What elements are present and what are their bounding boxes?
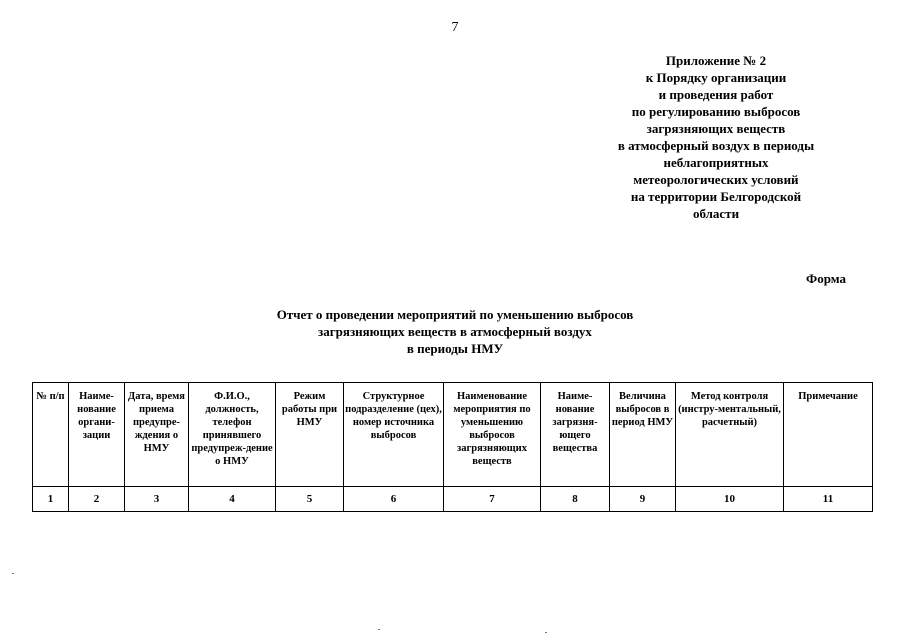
- appendix-line: Приложение № 2: [665, 53, 767, 68]
- scan-speck: [545, 632, 547, 633]
- column-number: 10: [676, 487, 784, 512]
- column-number: 3: [125, 487, 189, 512]
- column-header: Наименование мероприятия по уменьшению выбросов загрязняющих веществ: [444, 383, 541, 487]
- appendix-line: в атмосферный воздух в периоды: [617, 138, 815, 153]
- column-header: Режим работы при НМУ: [276, 383, 344, 487]
- scan-speck: [12, 573, 14, 574]
- column-number: 2: [69, 487, 125, 512]
- appendix-line: области: [692, 206, 740, 221]
- column-number: 11: [784, 487, 873, 512]
- column-header: Величина выбросов в период НМУ: [610, 383, 676, 487]
- title-line: загрязняющих веществ в атмосферный воздух: [318, 324, 592, 339]
- column-header: Метод контроля (инстру-ментальный, расчетный): [676, 383, 784, 487]
- column-header: Наиме-нование загрязня-ющего вещества: [541, 383, 610, 487]
- column-number: 5: [276, 487, 344, 512]
- appendix-line: неблагоприятных: [663, 155, 769, 170]
- column-number-row: [33, 487, 873, 512]
- report-title: [200, 306, 710, 357]
- column-number: 9: [610, 487, 676, 512]
- appendix-line: на территории Белгородской: [630, 189, 802, 204]
- column-header: Примечание: [784, 383, 873, 487]
- appendix-line: к Порядку организации: [645, 70, 787, 85]
- column-number: 8: [541, 487, 610, 512]
- column-header: Дата, время приема предупре-ждения о НМУ: [125, 383, 189, 487]
- column-header: № п/п: [33, 383, 69, 487]
- page-number: 7: [451, 20, 459, 35]
- form-label: Форма: [806, 271, 846, 286]
- appendix-line: метеорологических условий: [633, 172, 799, 187]
- column-header: Наиме-нование органи-зации: [69, 383, 125, 487]
- column-header: Ф.И.О., должность, телефон принявшего предупреж-дение о НМУ: [189, 383, 276, 487]
- column-number: 7: [444, 487, 541, 512]
- appendix-header: [590, 52, 842, 222]
- report-table: [32, 382, 873, 512]
- appendix-line: загрязняющих веществ: [646, 121, 786, 136]
- appendix-line: по регулированию выбросов: [631, 104, 801, 119]
- appendix-line: и проведения работ: [658, 87, 774, 102]
- title-line: Отчет о проведении мероприятий по уменьшению выбросов: [276, 307, 634, 322]
- column-number: 4: [189, 487, 276, 512]
- title-line: в периоды НМУ: [406, 341, 504, 356]
- column-number: 1: [33, 487, 69, 512]
- scan-speck: [378, 629, 380, 630]
- header-row: [33, 383, 873, 487]
- column-number: 6: [344, 487, 444, 512]
- column-header: Структурное подразделение (цех), номер источника выбросов: [344, 383, 444, 487]
